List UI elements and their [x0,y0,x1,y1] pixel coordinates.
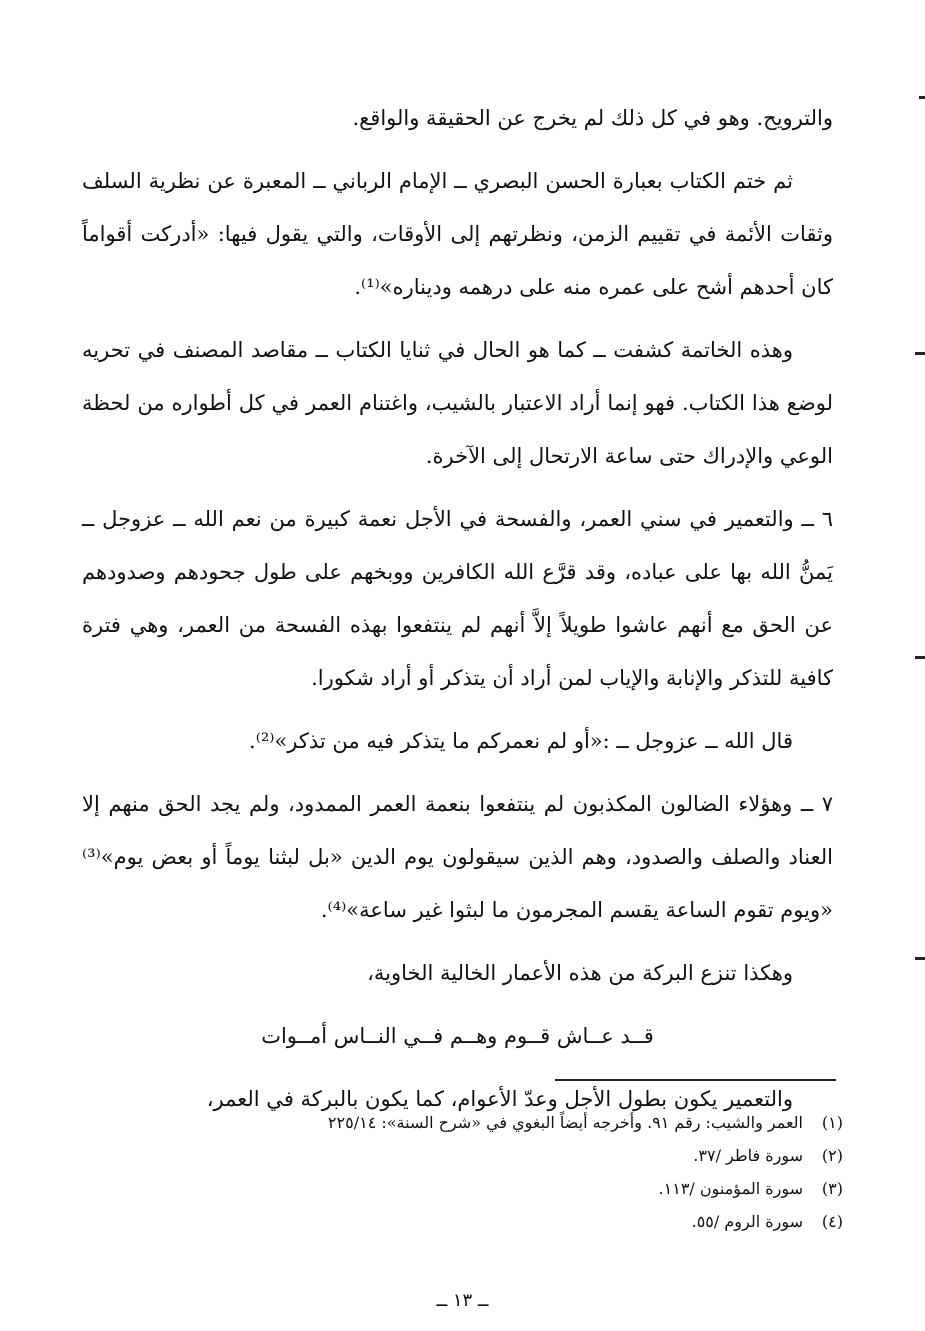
margin-mark [919,96,925,99]
footnote-text: العمر والشيب: رقم ٩١. وأخرجه أيضاً البغوي في «شرح السنة»: ٢٢٥/١٤ [327,1113,803,1132]
margin-mark [915,957,925,960]
footnote-text: سورة فاطر /٣٧. [693,1146,803,1165]
margin-mark [915,352,925,355]
page-number: ــ ١٣ ــ [436,1290,489,1311]
footnote-number: (١) [821,1113,843,1132]
footnote-item [130,1205,843,1238]
footnote-number: (٣) [821,1179,843,1198]
paragraph: قال الله ــ عزوجل ــ :«أو لم نعمركم ما يتذكر فيه من تذكر»⁽²⁾. [249,729,793,753]
paragraph: وهكذا تنزع البركة من هذه الأعمار الخالية الخاوية، [367,961,793,985]
poetry-verse: قــد عــاش قــوم وهــم فــي النــاس أمــوات [261,1024,654,1048]
footnote-number: (٤) [821,1212,843,1231]
paragraph: ثم ختم الكتاب بعبارة الحسن البصري ــ الإمام الرباني ــ المعبرة عن نظرية السلف وثقات الأئمة في تقييم الزمن، ونظرتهم إلى الأوقات، والتي يقول فيها: «أدركت أقواماً كان أحدهم أشح على عمره منه على درهمه وديناره»⁽¹⁾. [82,169,833,299]
footnotes [130,1106,843,1238]
footnote-item [130,1106,843,1139]
paragraph: وهذه الخاتمة كشفت ــ كما هو الحال في ثنايا الكتاب ــ مقاصد المصنف في تحريه لوضع هذا الكتاب. فهو إنما أراد الاعتبار بالشيب، واغتنام العمر في كل أطواره من لحظة الوعي والإدراك حتى ساعة الارتحال إلى الآخرة. [82,338,833,468]
margin-mark [915,656,925,659]
footnote-text: سورة الروم /٥٥. [691,1212,803,1231]
footnote-text: سورة المؤمنون /١١٣. [658,1179,803,1198]
footnote-item [130,1172,843,1205]
footnote-item [130,1139,843,1172]
paragraph: ٧ ــ وهؤلاء الضالون المكذبون لم ينتفعوا بنعمة العمر الممدود، ولم يجد الحق منهم إلا العناد والصلف والصدود، وهم الذين سيقولون يوم الدين «بل لبثنا يوماً أو بعض يوم»⁽³⁾ «ويوم تقوم الساعة يقسم المجرمون ما لبثوا غير ساعة»⁽⁴⁾. [82,792,833,922]
paragraph: والتعمير يكون بطول الأجل وعدّ الأعوام، كما يكون بالبركة في العمر، [206,1087,793,1111]
main-text [82,92,833,1136]
footnote-separator [555,1079,836,1081]
paragraph: والترويح. وهو في كل ذلك لم يخرج عن الحقيقة والواقع. [352,106,833,130]
footnote-number: (٢) [821,1146,843,1165]
paragraph: ٦ ــ والتعمير في سني العمر، والفسحة في الأجل نعمة كبيرة من نعم الله ــ عزوجل ــ يَمنُّ الله بها على عباده، وقد قرَّع الله الكافرين ووبخهم على طول جحودهم وصدودهم عن الحق مع أنهم عاشوا طويلاً إلاَّ أنهم لم ينتفعوا بهذه الفسحة من العمر، وهي فترة كافية للتذكر والإنابة والإياب لمن أراد أن يتذكر أو أراد شكورا. [82,507,833,690]
